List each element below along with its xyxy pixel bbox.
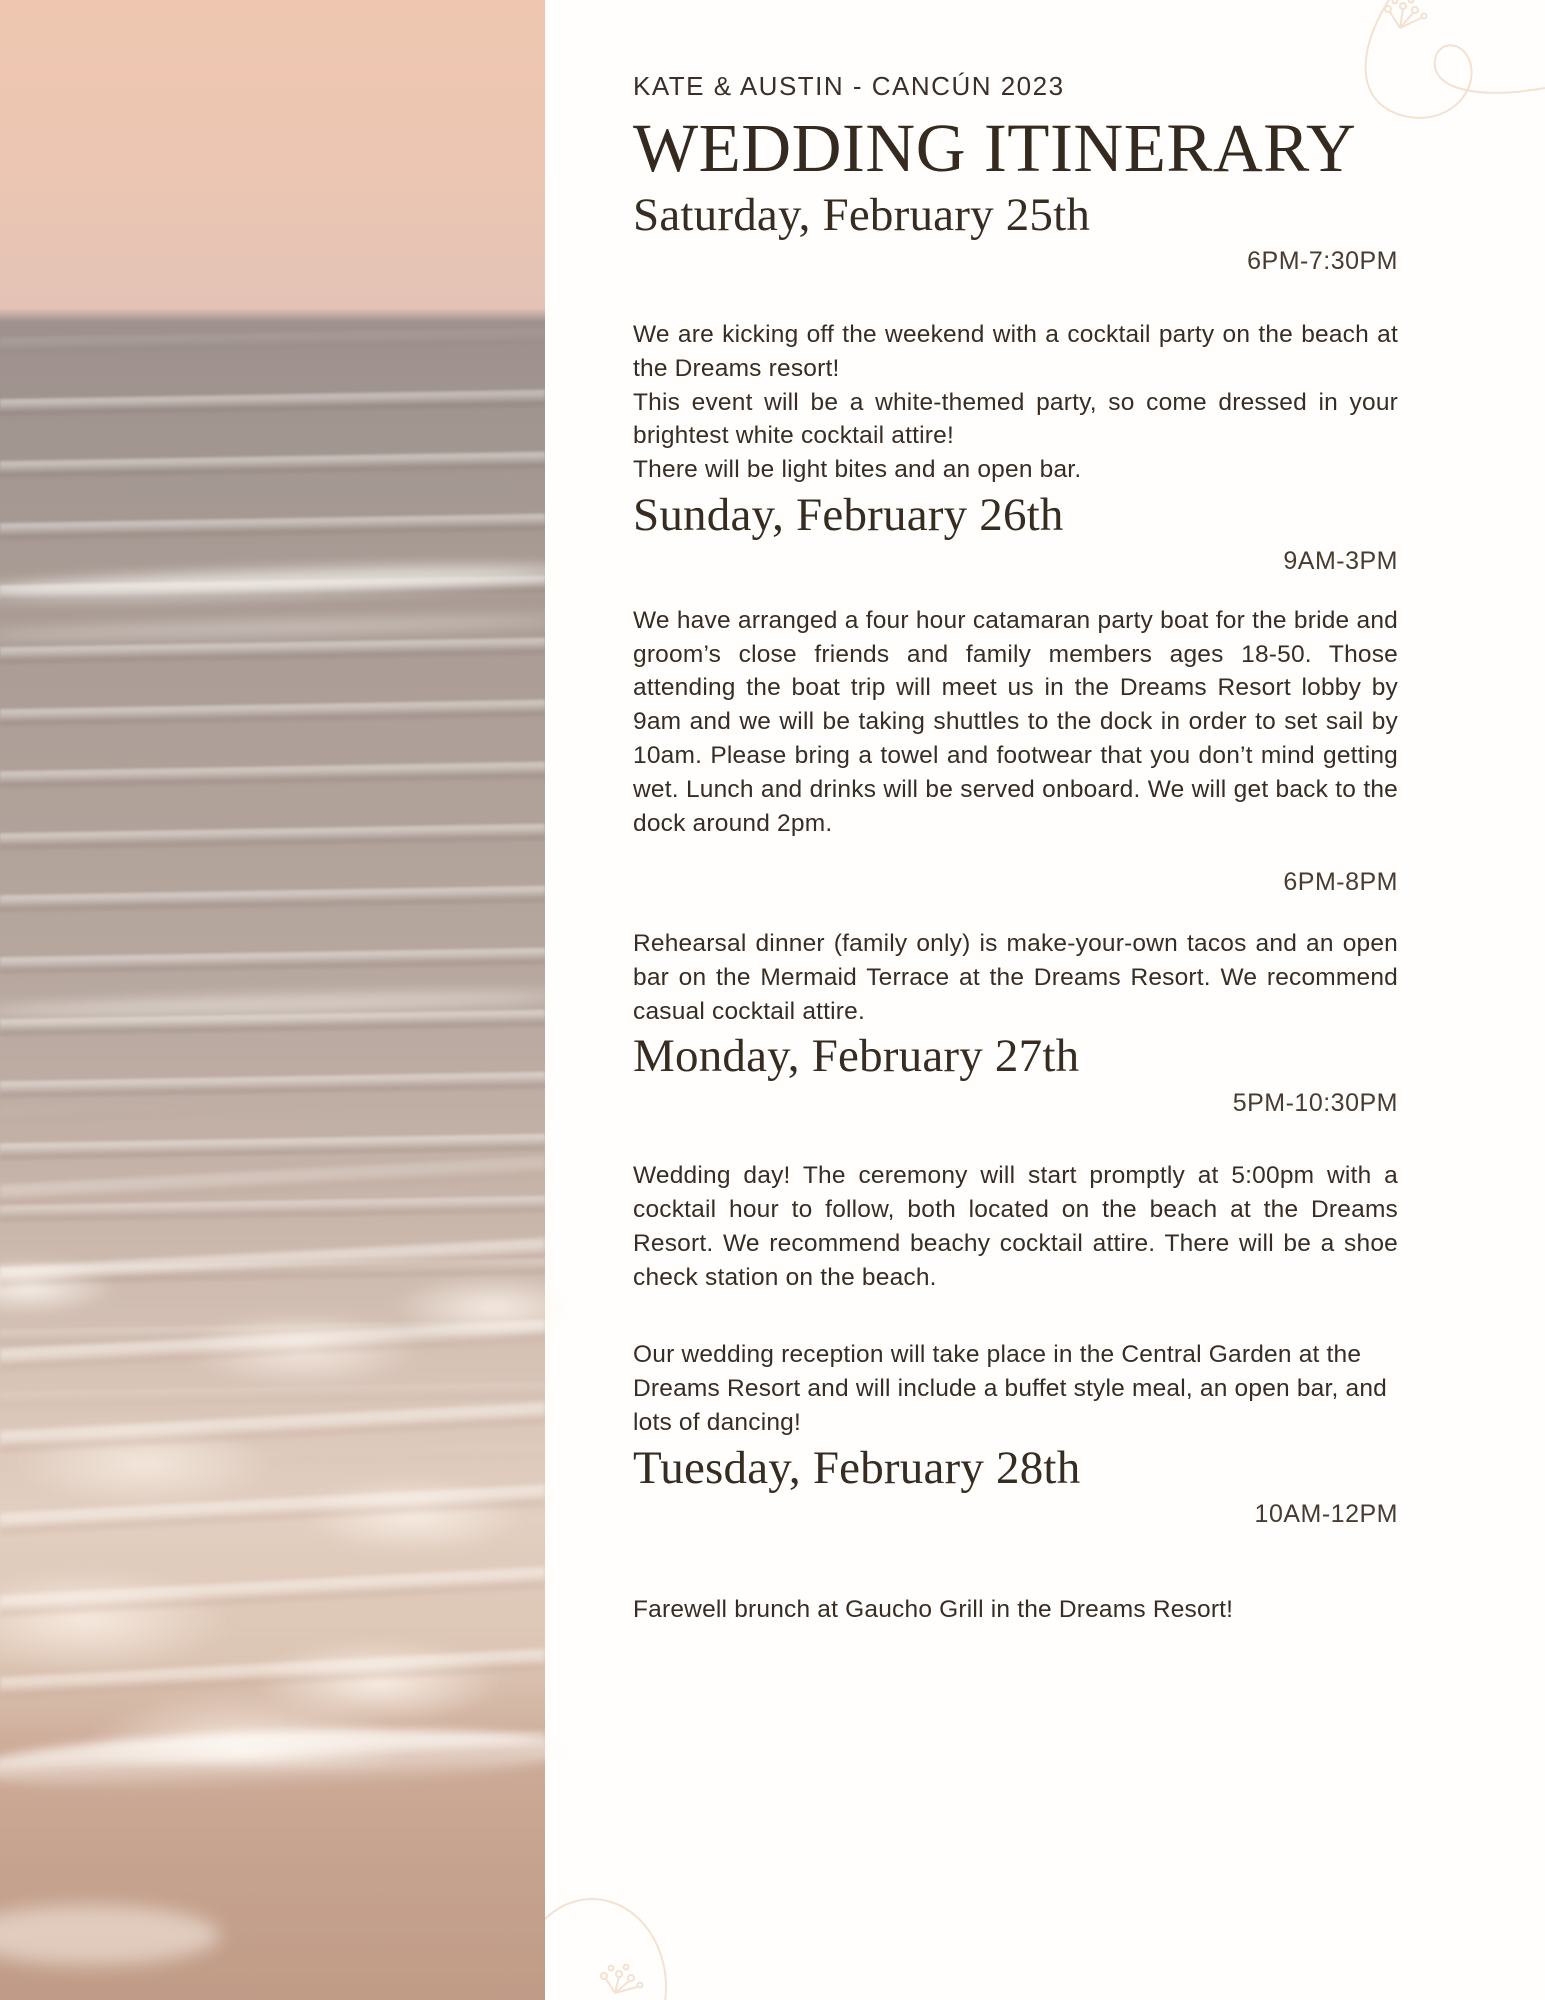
event-description-group bbox=[633, 927, 1398, 1028]
event-description: We are kicking off the weekend with a cocktail party on the beach at the Dreams resort! bbox=[633, 320, 1398, 382]
event-time: 6PM-7:30PM bbox=[1247, 247, 1398, 276]
itinerary-content bbox=[633, 0, 1398, 1626]
balloon-doodle-bottom-left bbox=[520, 1875, 755, 2000]
wave-crest bbox=[0, 560, 570, 605]
event-time: 5PM-10:30PM bbox=[1232, 1088, 1398, 1117]
event-description-group bbox=[633, 1593, 1398, 1627]
event-description-group bbox=[633, 1159, 1398, 1294]
page-title: WEDDING ITINERARY bbox=[633, 109, 1357, 186]
event-description: There will be light bites and an open bar. bbox=[633, 456, 1082, 484]
event-description: We have arranged a four hour catamaran party boat for the bride and groom’s close friends and family members ages 18-50. Those attending the boat trip will meet us in the Dreams Resort lobby by 9am and we will be taking shuttles to the dock in order to set sail by 10am. Please bring a towel and footwear that you don’t mind getting wet. Lunch and drinks will be served onboard. We will get back to the dock around 2pm. bbox=[633, 606, 1398, 837]
event-description: Farewell brunch at Gaucho Grill in the Dreams Resort! bbox=[633, 1595, 1234, 1623]
day-section-sunday bbox=[633, 487, 1398, 1028]
day-heading: Saturday, February 25th bbox=[633, 189, 1091, 242]
beach-photo bbox=[0, 0, 545, 2000]
wave-crest bbox=[0, 988, 570, 1020]
event-description: Our wedding reception will take place in the Central Garden at the Dreams Resort and will include a buffet style meal, an open bar, and lots of dancing! bbox=[633, 1341, 1388, 1436]
day-section-saturday bbox=[633, 187, 1398, 487]
wave-crest bbox=[0, 614, 570, 642]
event-description: This event will be a white-themed party, so come dressed in your brightest white cocktail attire! bbox=[633, 388, 1398, 450]
day-heading: Tuesday, February 28th bbox=[633, 1441, 1081, 1494]
couple-names: KATE & AUSTIN - CANCÚN 2023 bbox=[633, 71, 1065, 101]
day-section-tuesday bbox=[633, 1440, 1398, 1627]
day-heading: Monday, February 27th bbox=[633, 1030, 1080, 1083]
event-description: Wedding day! The ceremony will start promptly at 5:00pm with a cocktail hour to follow, both located on the beach at the Dreams Resort. We recommend beachy cocktail attire. There will be a shoe check station on the beach. bbox=[633, 1162, 1398, 1291]
day-heading: Sunday, February 26th bbox=[633, 488, 1064, 541]
foam-sand-edge bbox=[0, 1721, 576, 1797]
event-time: 6PM-8PM bbox=[1283, 868, 1398, 897]
day-section-monday bbox=[633, 1028, 1398, 1439]
wave-foam bbox=[0, 1245, 565, 1765]
event-description-group bbox=[633, 604, 1398, 841]
event-description: Rehearsal dinner (family only) is make-your-own tacos and an open bar on the Mermaid Terrace at the Dreams Resort. We recommend casual cocktail attire. bbox=[633, 929, 1398, 1025]
event-description-group bbox=[633, 318, 1398, 487]
event-description-group bbox=[633, 1338, 1398, 1439]
event-time: 10AM-12PM bbox=[1254, 1500, 1398, 1529]
sand-foam-arc bbox=[0, 1905, 220, 1965]
event-time: 9AM-3PM bbox=[1283, 547, 1398, 576]
